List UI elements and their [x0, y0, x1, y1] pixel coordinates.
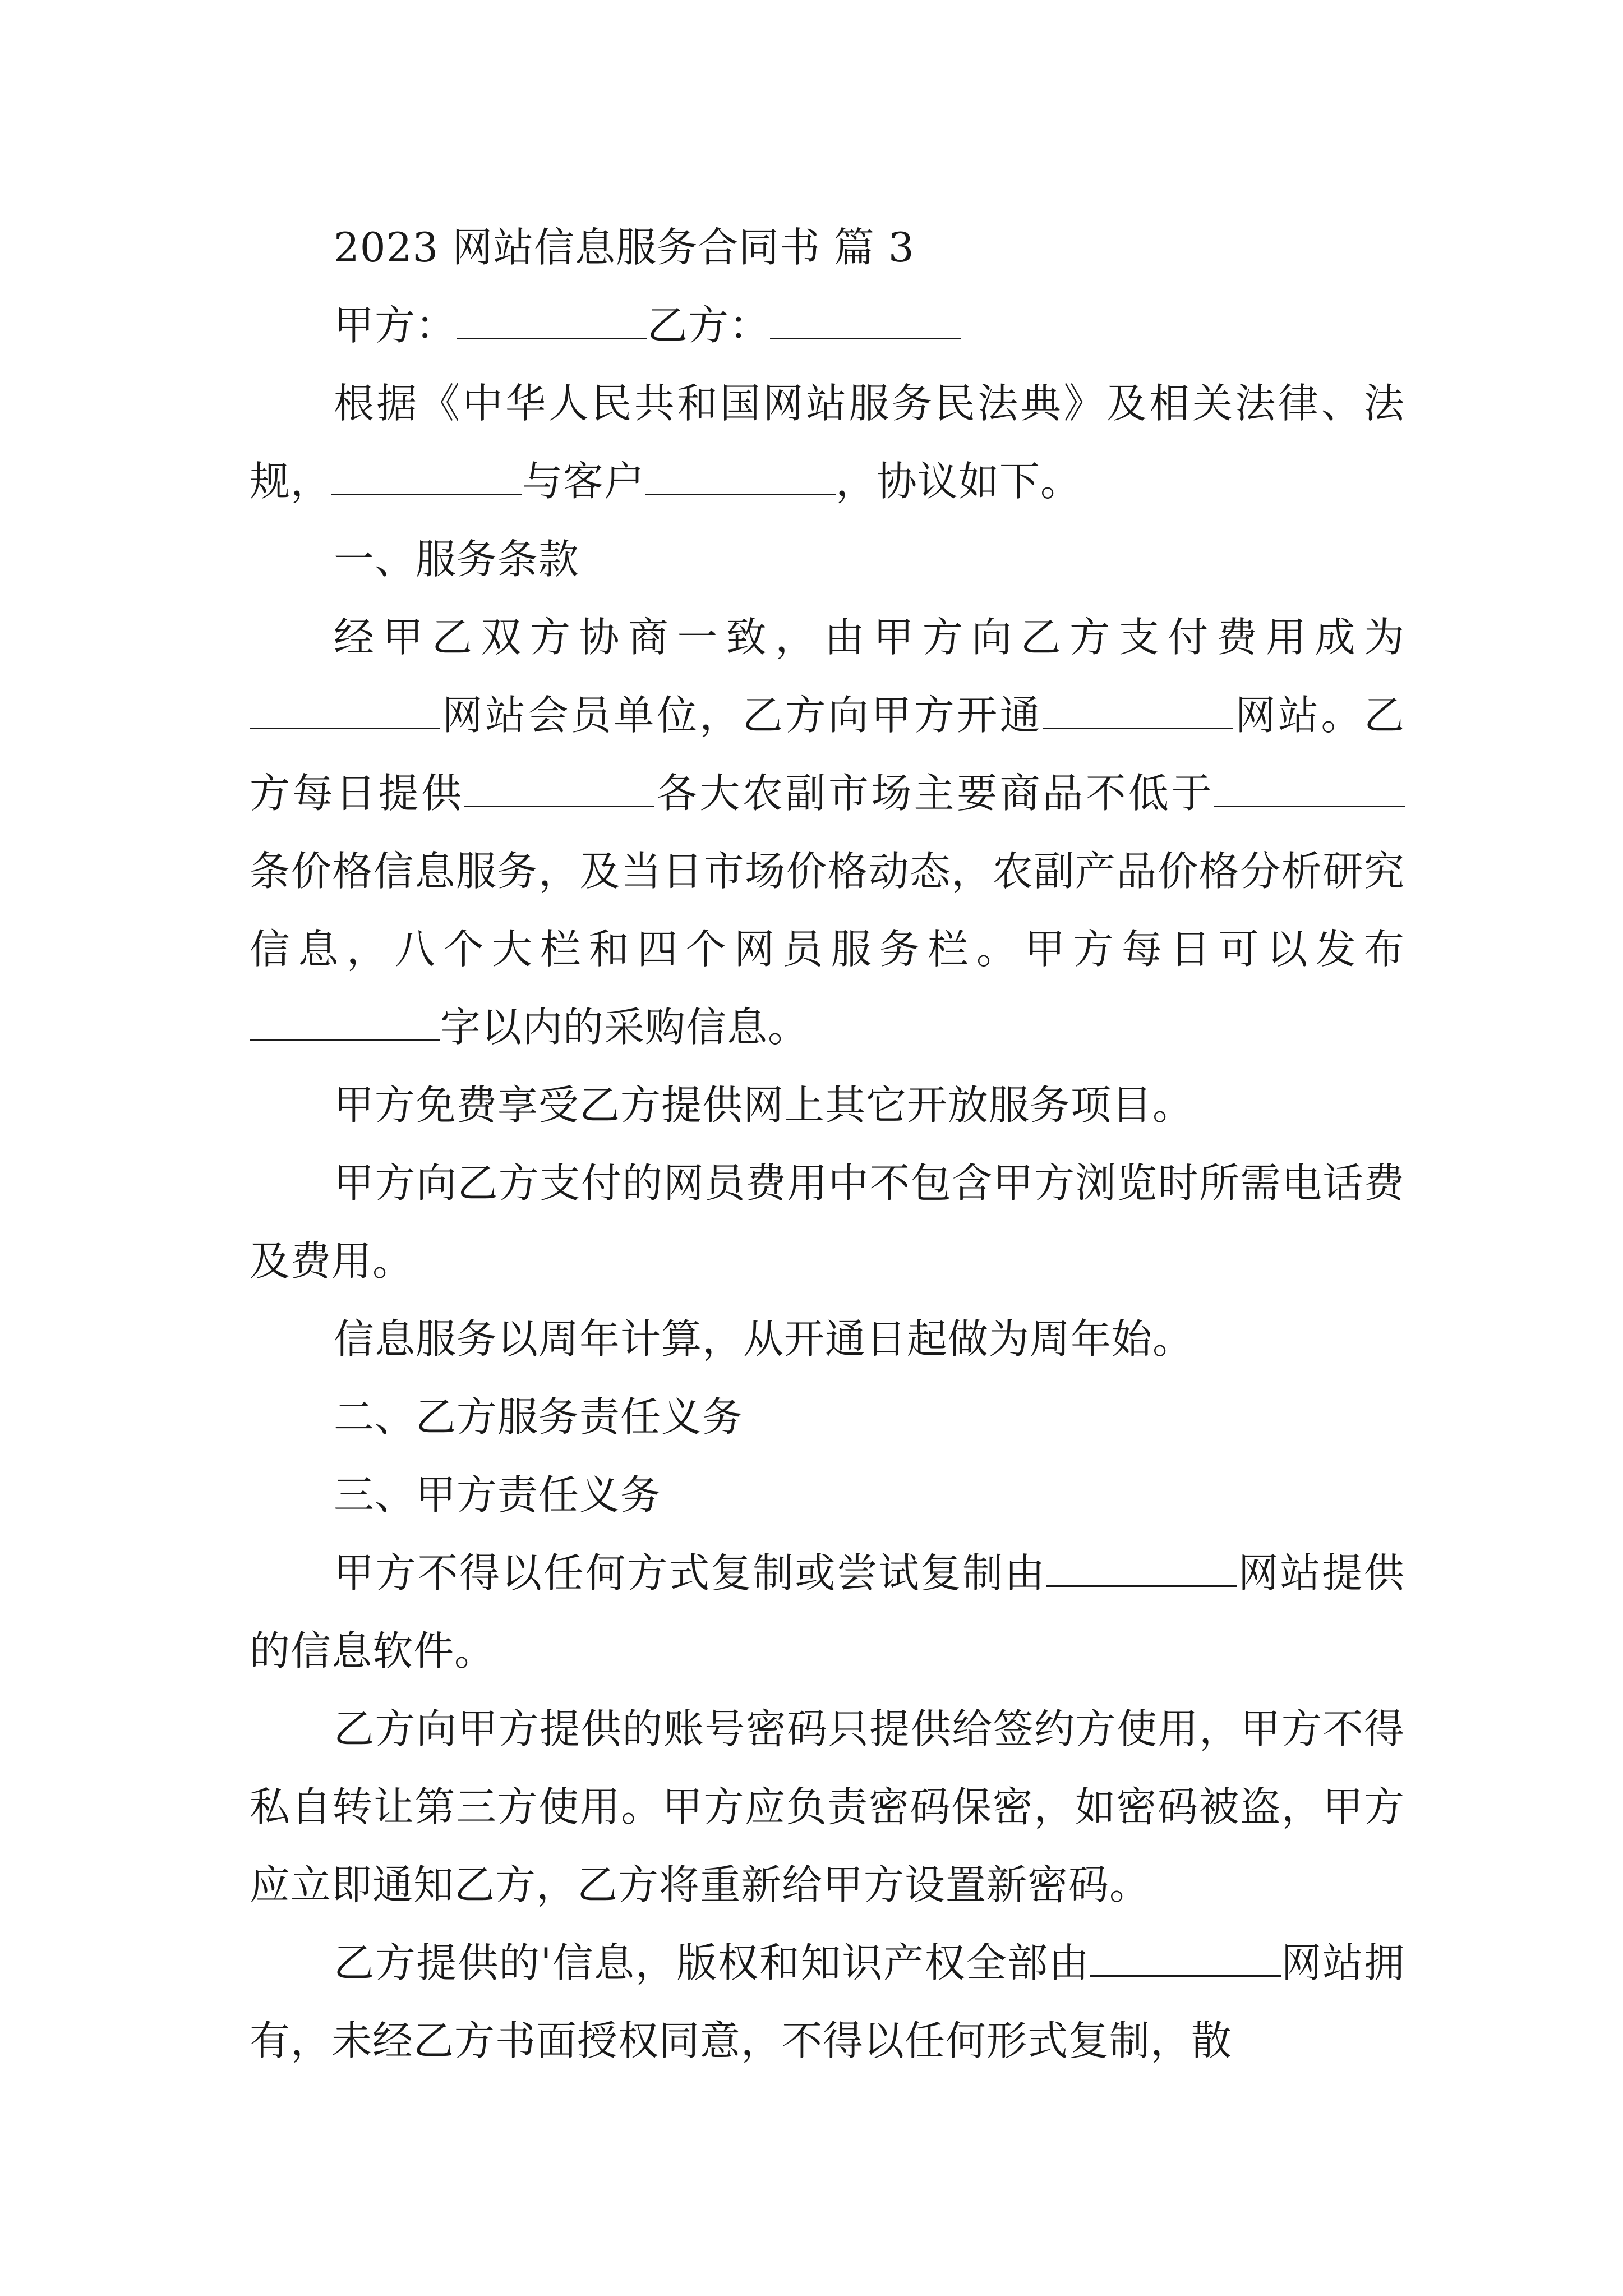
intro-blank-1	[331, 461, 522, 495]
intro-text-3: ，协议如下。	[836, 458, 1082, 505]
document-title: 2023 网站信息服务合同书 篇 3	[334, 224, 915, 271]
intro-text-2: 与客户	[522, 458, 645, 505]
clause3-paragraph: 甲方向乙方支付的网员费用中不包含甲方浏览时所需电话费及费用。	[250, 1159, 1405, 1285]
clause5-blank-1	[1046, 1553, 1237, 1587]
parties-line	[250, 287, 1405, 365]
clause1-text-3: 网站。乙方每日提供	[250, 692, 1405, 817]
clause7-text-1: 乙方提供的'信息，版权和知识产权全部由	[334, 1939, 1090, 1986]
clause1-text-2: 网站会员单位，乙方向甲方开通	[440, 692, 1043, 739]
section1-heading: 一、服务条款	[334, 536, 580, 583]
clause1-blank-1	[250, 695, 440, 729]
clause1-paragraph	[250, 599, 1405, 1066]
intro-paragraph	[250, 365, 1405, 521]
clause1-blank-5	[250, 1007, 440, 1041]
clause5-text-1: 甲方不得以任何方式复制或尝试复制由	[334, 1549, 1046, 1596]
clause1-blank-3	[464, 773, 654, 807]
party-b-label: 乙方：	[647, 302, 771, 349]
section3-heading: 三、甲方责任义务	[334, 1471, 662, 1519]
clause7-text-2: 网站拥有，未经乙方书面授权同意，不得以任何形式复制，散	[250, 1939, 1405, 2064]
clause6-paragraph: 乙方向甲方提供的账号密码只提供给签约方使用，甲方不得私自转让第三方使用。甲方应负责密码保密，如密码被盗，甲方应立即通知乙方，乙方将重新给甲方设置新密码。	[250, 1705, 1405, 1908]
clause1-text-1: 经甲乙双方协商一致，由甲方向乙方支付费用成为	[334, 614, 1405, 661]
section2-heading: 二、乙方服务责任义务	[334, 1393, 744, 1441]
intro-blank-2	[645, 461, 836, 495]
clause5-text-2: 网站提供的信息软件。	[250, 1549, 1405, 1674]
clause1-blank-2	[1043, 695, 1233, 729]
clause4-paragraph: 信息服务以周年计算，从开通日起做为周年始。	[334, 1315, 1194, 1363]
clause1-blank-4	[1214, 773, 1405, 807]
clause1-text-4: 各大农副市场主要商品不低于	[654, 770, 1214, 817]
clause2-paragraph: 甲方免费享受乙方提供网上其它开放服务项目。	[334, 1082, 1194, 1129]
party-b-blank	[770, 305, 961, 339]
document-body	[250, 209, 1405, 2080]
clause7-blank-1	[1090, 1943, 1281, 1977]
clause7-paragraph	[250, 1924, 1405, 2080]
intro-text-1: 根据《中华人民共和国网站服务民法典》及相关法律、法规，	[250, 380, 1405, 505]
party-a-blank	[457, 305, 647, 339]
clause1-text-5: 条价格信息服务，及当日市场价格动态，农副产品价格分析研究信息，八个大栏和四个网员服务栏。甲方每日可以发布	[250, 848, 1405, 973]
clause1-text-6: 字以内的采购信息。	[440, 1004, 809, 1051]
clause5-paragraph	[250, 1534, 1405, 1690]
party-a-label: 甲方：	[334, 302, 457, 349]
